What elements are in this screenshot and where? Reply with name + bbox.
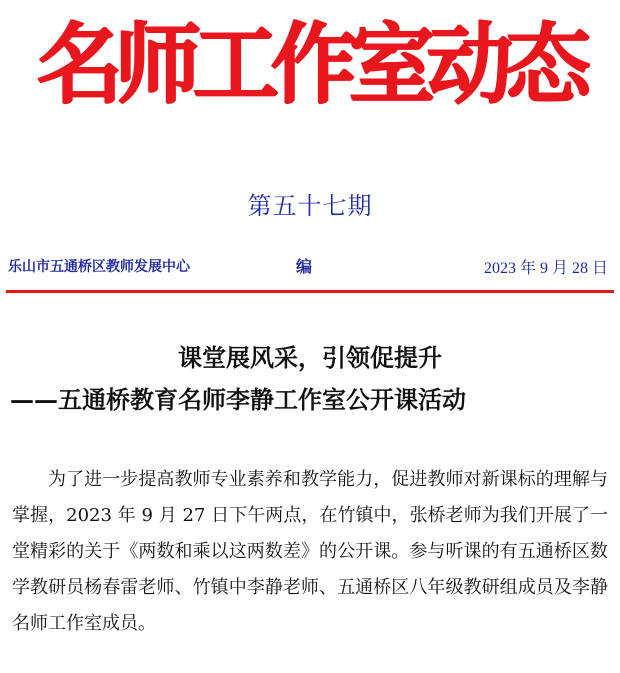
masthead-title: 名师工作室动态 [37, 14, 583, 117]
header-divider [6, 290, 614, 293]
publication-date: 2023 年 9 月 28 日 [483, 260, 608, 277]
article-subtitle: ——五通桥教育名师李静工作室公开课活动 [10, 385, 466, 414]
publisher-name: 乐山市五通桥区教师发展中心 [8, 259, 190, 275]
edit-label: 编 [296, 257, 313, 276]
publication-meta [8, 254, 612, 278]
article-title: 课堂展风采，引领促提升 [178, 343, 442, 372]
issue-number: 第五十七期 [247, 192, 373, 220]
article-paragraph: 为了进一步提高教师专业素养和教学能力，促进教师对新课标的理解与掌握，2023 年 9 月 27 日下午两点，在竹镇中，张桥老师为我们开展了一堂精彩的关于《两数和乘以这两数差》的公开课。参与听课的有五通桥区数学教研员杨春雷老师、竹镇中李静老师、五通桥区八年级教研组成员及李静名师工作室成员。 [12, 469, 608, 634]
